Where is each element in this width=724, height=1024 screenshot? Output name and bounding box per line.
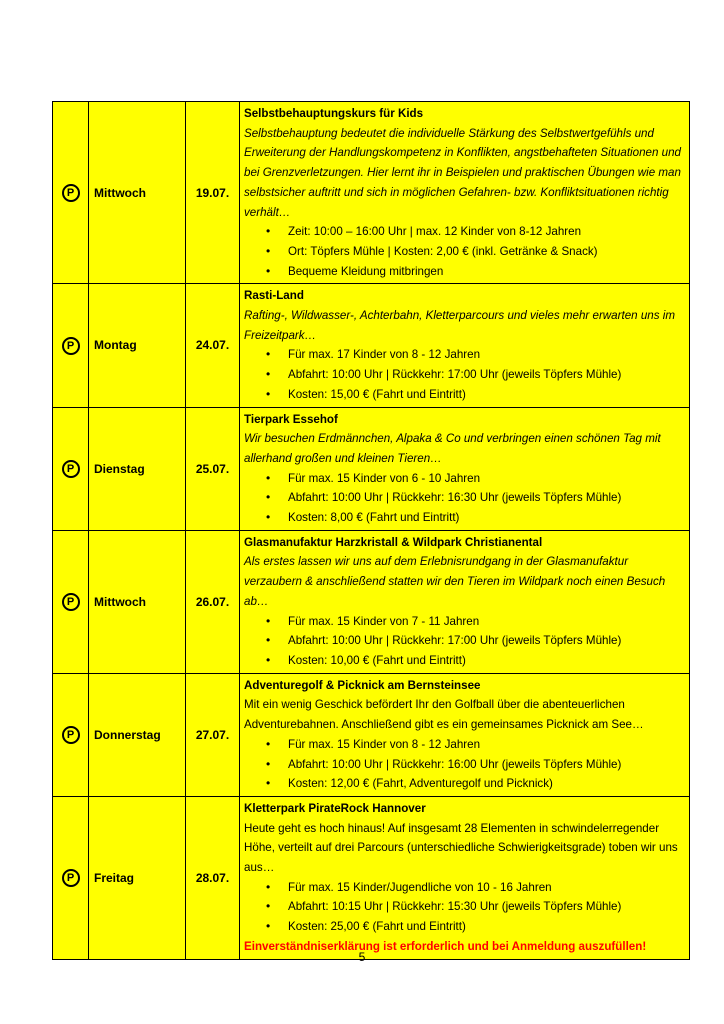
event-detail: • Zeit: 10:00 – 16:00 Uhr | max. 12 Kinder von 8-12 Jahren: [244, 222, 685, 242]
schedule-row: [53, 530, 690, 673]
event-description: [240, 102, 690, 284]
event-intro: Heute geht es hoch hinaus! Auf insgesamt 28 Elementen in schwindelerregender Höhe, verteilt auf drei Parcours (unterschiedliche Schwierigkeitsgrade) toben wir uns aus…: [244, 821, 678, 875]
event-detail: • Kosten: 8,00 € (Fahrt und Eintritt): [244, 508, 685, 528]
weekday: Donnerstag: [89, 673, 186, 796]
event-detail: • Kosten: 12,00 € (Fahrt, Adventuregolf und Picknick): [244, 774, 685, 794]
date: 28.07.: [186, 796, 240, 959]
event-detail: • Für max. 15 Kinder von 8 - 12 Jahren: [244, 735, 685, 755]
event-detail: • Ort: Töpfers Mühle | Kosten: 2,00 € (inkl. Getränke & Snack): [244, 242, 685, 262]
parking-circle-icon: P: [62, 726, 80, 744]
weekday: Mittwoch: [89, 102, 186, 284]
parking-circle-icon: P: [62, 184, 80, 202]
event-title: Tierpark Essehof: [244, 412, 338, 426]
event-detail: • Für max. 15 Kinder von 6 - 10 Jahren: [244, 469, 685, 489]
event-intro: Rafting-, Wildwasser-, Achterbahn, Kletterparcours und vieles mehr erwarten uns im Freizeitpark…: [244, 309, 675, 342]
schedule-body: [53, 102, 690, 960]
event-intro: Mit ein wenig Geschick befördert Ihr den Golfball über die abenteuerlichen Adventurebahnen. Anschließend gibt es ein gemeinsames Picknick am See…: [244, 698, 644, 732]
event-intro: Als erstes lassen wir uns auf dem Erlebnisrundgang in der Glasmanufaktur verzaubern & anschließend statten wir den Tieren im Wildpark noch einen Besuch ab…: [244, 555, 666, 608]
event-detail: • Kosten: 15,00 € (Fahrt und Eintritt): [244, 385, 685, 405]
event-title: Adventuregolf & Picknick am Bernsteinsee: [244, 678, 481, 692]
icon-cell: [53, 673, 89, 796]
schedule-row: [53, 284, 690, 407]
schedule-table: [52, 101, 690, 960]
event-description: [240, 284, 690, 407]
event-intro: Selbstbehauptung bedeutet die individuelle Stärkung des Selbstwertgefühls und Erweiterung der Handlungskompetenz in Konflikten, angstbehafteten Situationen und bei Grenzverletzungen. Hier lernt ihr in Beispielen und praktischen Übungen wie man selbstsicher auftritt und sich in möglichen Gefahren- bzw. Konfliktsituationen richtig verhält…: [244, 126, 681, 219]
weekday: Mittwoch: [89, 530, 186, 673]
date: 25.07.: [186, 407, 240, 530]
event-description: [240, 530, 690, 673]
icon-cell: [53, 407, 89, 530]
icon-cell: [53, 102, 89, 284]
event-detail: • Für max. 15 Kinder/Jugendliche von 10 - 16 Jahren: [244, 878, 685, 898]
event-description: [240, 407, 690, 530]
event-detail: • Abfahrt: 10:00 Uhr | Rückkehr: 16:00 Uhr (jeweils Töpfers Mühle): [244, 755, 685, 775]
event-title: Selbstbehauptungskurs für Kids: [244, 107, 424, 120]
icon-cell: [53, 284, 89, 407]
schedule-row: [53, 673, 690, 796]
event-details-list: [244, 345, 685, 404]
parking-circle-icon: P: [62, 869, 80, 887]
event-detail: • Kosten: 25,00 € (Fahrt und Eintritt): [244, 917, 685, 937]
event-details-list: [244, 469, 685, 528]
date: 19.07.: [186, 102, 240, 284]
consent-warning: Einverständniserklärung ist erforderlich und bei Anmeldung auszufüllen!: [244, 939, 647, 953]
event-description: [240, 796, 690, 959]
schedule-row: [53, 102, 690, 284]
event-detail: • Abfahrt: 10:00 Uhr | Rückkehr: 17:00 Uhr (jeweils Töpfers Mühle): [244, 631, 685, 651]
event-title: Glasmanufaktur Harzkristall & Wildpark Christianental: [244, 535, 543, 549]
date: 26.07.: [186, 530, 240, 673]
icon-cell: [53, 796, 89, 959]
page-number: 5: [358, 950, 366, 964]
event-title: Rasti-Land: [244, 289, 304, 303]
weekday: Montag: [89, 284, 186, 407]
event-detail: • Abfahrt: 10:00 Uhr | Rückkehr: 17:00 Uhr (jeweils Töpfers Mühle): [244, 365, 685, 385]
icon-cell: [53, 530, 89, 673]
event-details-list: [244, 735, 685, 794]
event-details-list: [244, 612, 685, 671]
parking-circle-icon: P: [62, 593, 80, 611]
event-description: [240, 673, 690, 796]
weekday: Dienstag: [89, 407, 186, 530]
date: 27.07.: [186, 673, 240, 796]
event-detail: • Bequeme Kleidung mitbringen: [244, 262, 685, 282]
event-detail: • Für max. 15 Kinder von 7 - 11 Jahren: [244, 612, 685, 632]
event-detail: • Abfahrt: 10:15 Uhr | Rückkehr: 15:30 Uhr (jeweils Töpfers Mühle): [244, 897, 685, 917]
schedule-row: [53, 407, 690, 530]
parking-circle-icon: P: [62, 460, 80, 478]
event-title: Kletterpark PirateRock Hannover: [244, 801, 426, 815]
weekday: Freitag: [89, 796, 186, 959]
date: 24.07.: [186, 284, 240, 407]
event-detail: • Für max. 17 Kinder von 8 - 12 Jahren: [244, 345, 685, 365]
event-detail: • Abfahrt: 10:00 Uhr | Rückkehr: 16:30 Uhr (jeweils Töpfers Mühle): [244, 488, 685, 508]
event-details-list: [244, 222, 685, 281]
parking-circle-icon: P: [62, 337, 80, 355]
event-detail: • Kosten: 10,00 € (Fahrt und Eintritt): [244, 651, 685, 671]
event-intro: Wir besuchen Erdmännchen, Alpaka & Co und verbringen einen schönen Tag mit allerhand großen und kleinen Tieren…: [244, 432, 661, 465]
event-details-list: [244, 878, 685, 937]
schedule-row: [53, 796, 690, 959]
